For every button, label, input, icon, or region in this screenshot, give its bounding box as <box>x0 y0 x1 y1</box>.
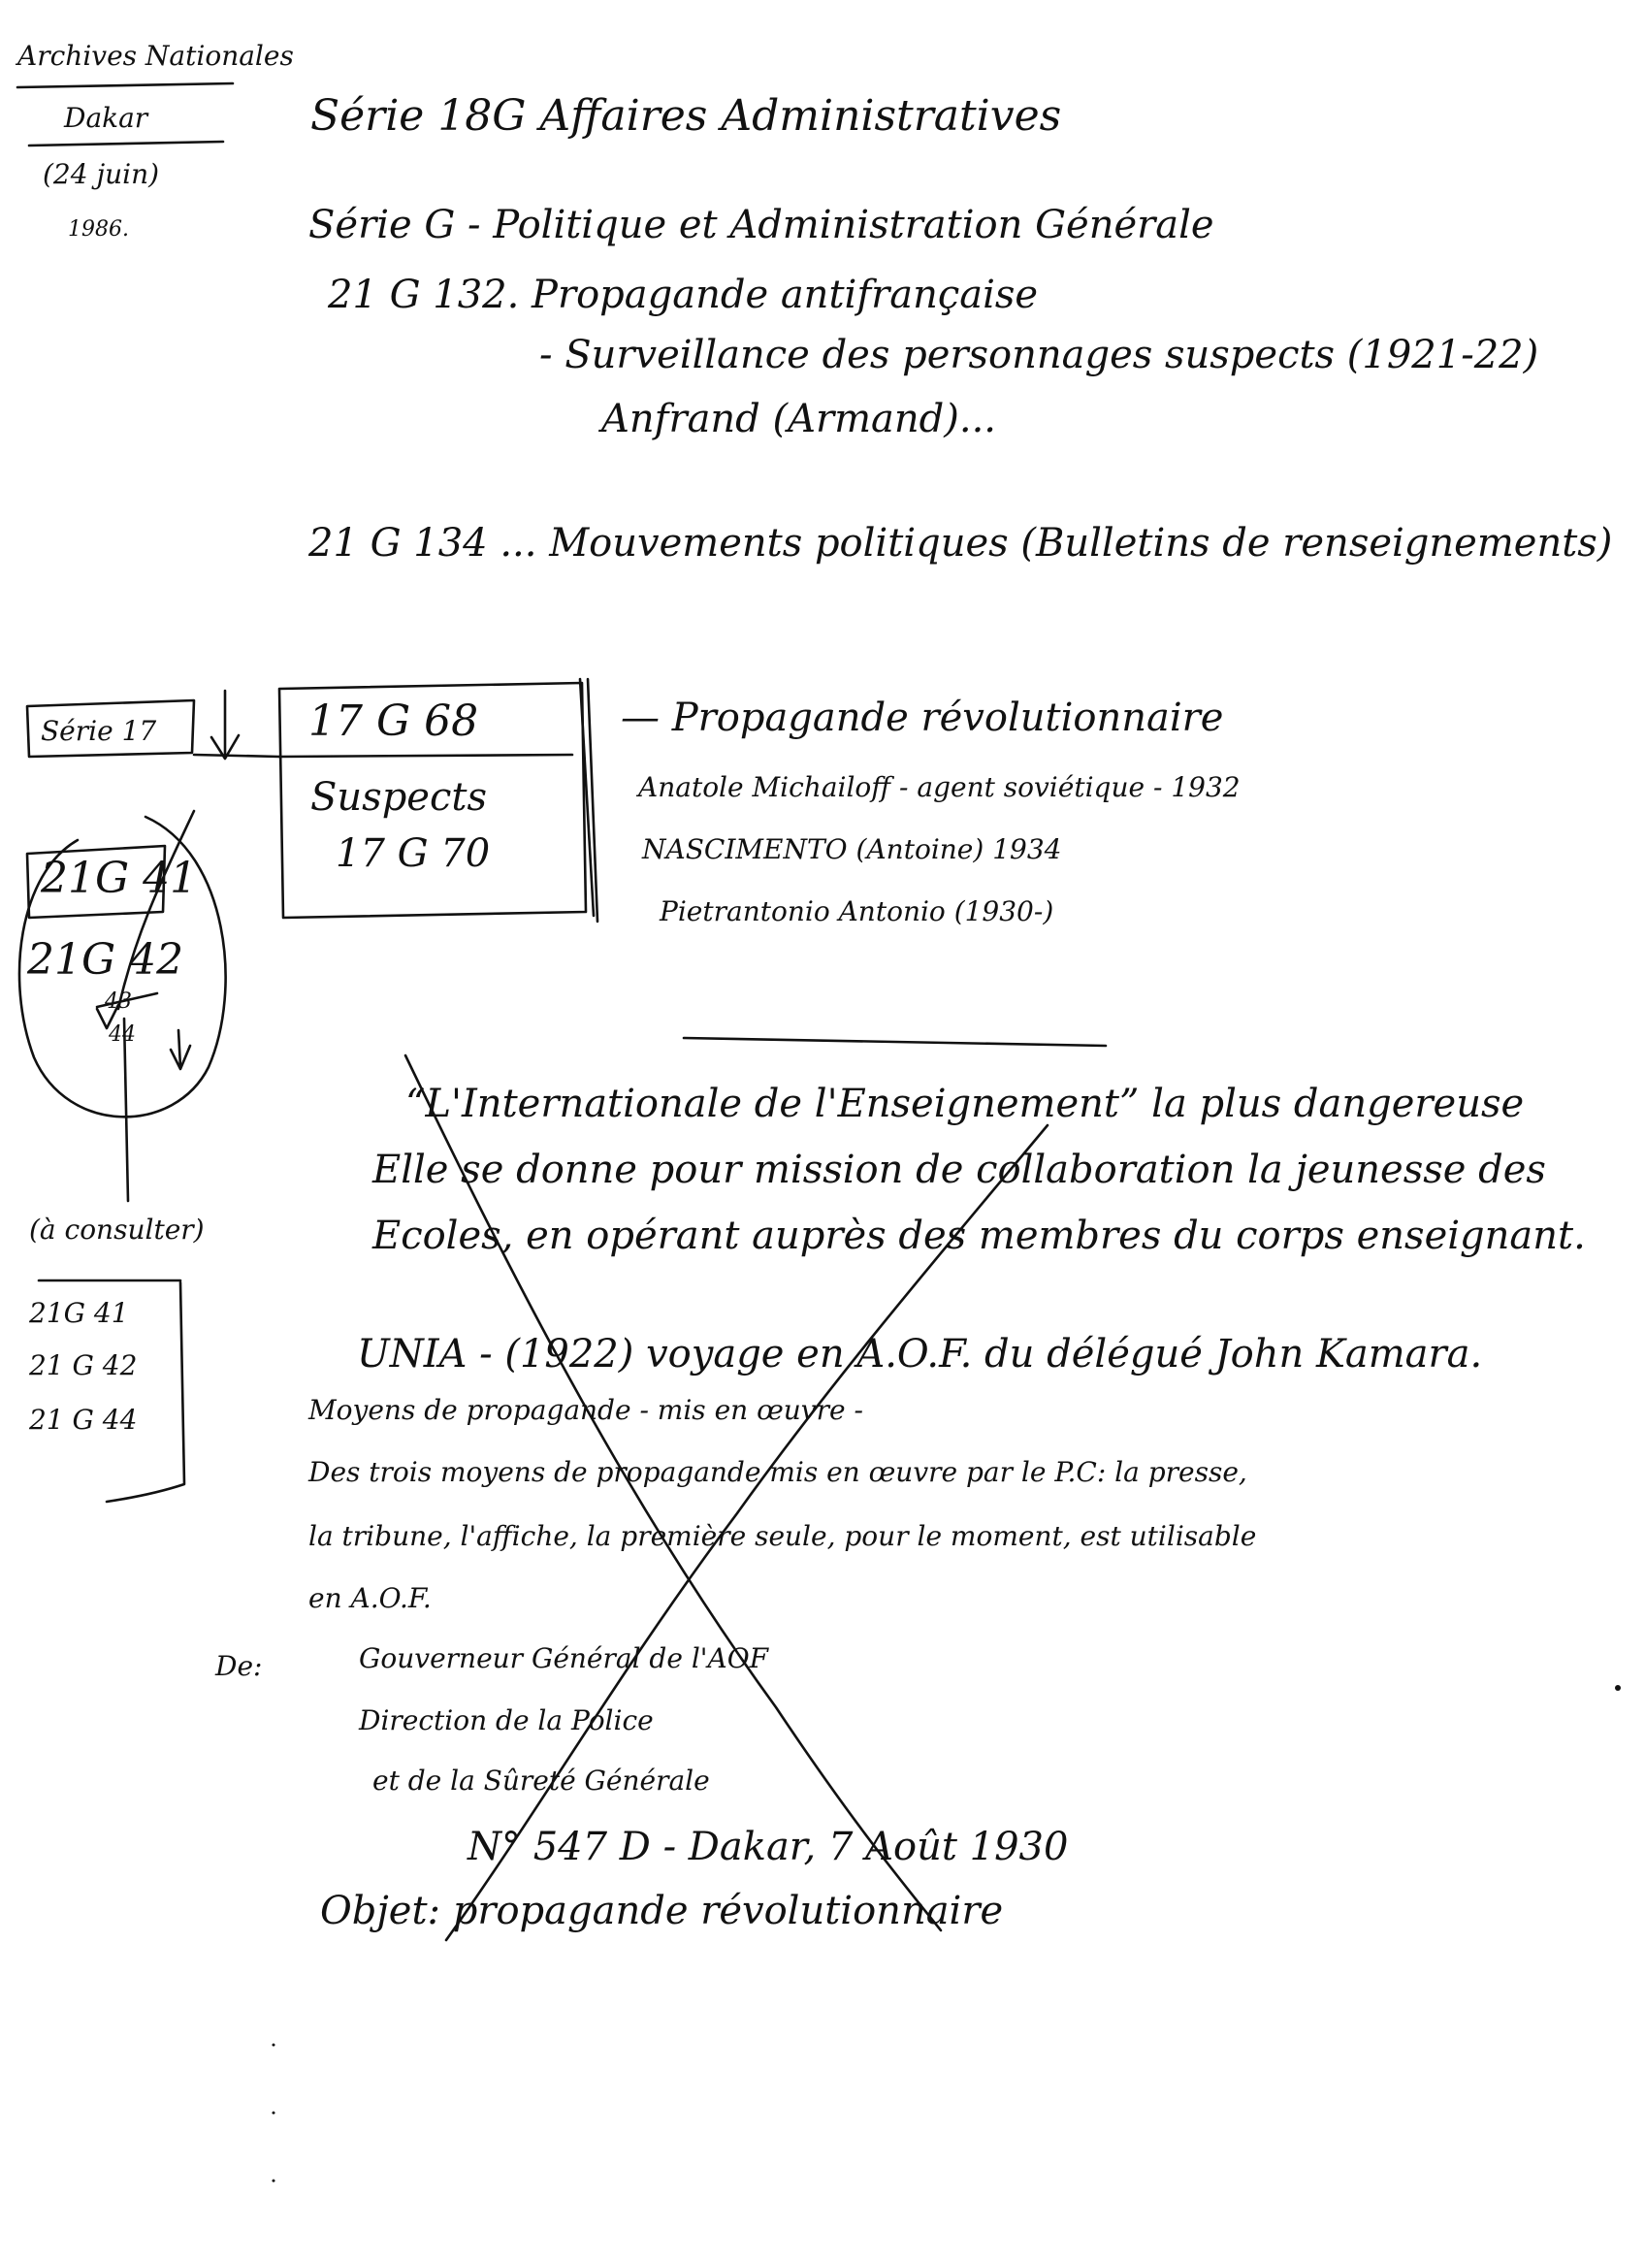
entry-nascimento: NASCIMENTO (Antoine) 1934 <box>642 833 1062 865</box>
archive-heading: Archives Nationales <box>17 40 294 72</box>
entry-21g132-sub: - Surveillance des personnages suspects (1921-22) <box>539 333 1539 377</box>
left-connector <box>194 755 279 757</box>
entry-michailoff: Anatole Michailoff - agent soviétique - 1932 <box>638 771 1241 803</box>
reference-line: N° 547 D - Dakar, 7 Août 1930 <box>468 1825 1069 1869</box>
consult-item-3: 21 G 44 <box>29 1404 138 1436</box>
quote-line-3: Ecoles, en opérant auprès des membres du corps enseignant. <box>372 1214 1586 1258</box>
unia-line-5: en A.O.F. <box>308 1582 432 1614</box>
unia-line-4: la tribune, l'affiche, la première seule, pour le moment, est utilisable <box>308 1520 1257 1552</box>
margin-mark <box>273 2180 275 2183</box>
box-suspects-label: Suspects <box>310 775 487 820</box>
entry-21g132: 21 G 132. Propagande antifrançaise <box>328 273 1039 317</box>
serie17-arrow <box>211 691 239 759</box>
stray-dot <box>1615 1685 1621 1691</box>
arrow-shaft <box>171 1030 190 1069</box>
series-18g-heading: Série 18G Affaires Administratives <box>310 91 1062 141</box>
box-17g68-shadow <box>580 679 597 922</box>
city-underline <box>29 142 223 146</box>
from-line-3: et de la Sûreté Générale <box>372 1765 710 1797</box>
item-44: 44 <box>109 1022 136 1047</box>
unia-line-1: UNIA - (1922) voyage en A.O.F. du délégué John Kamara. <box>357 1332 1483 1377</box>
box-17g70-label: 17 G 70 <box>336 831 491 876</box>
year-label: 1986. <box>68 217 129 242</box>
from-label: De: <box>215 1650 263 1682</box>
object-line: Objet: propagande révolutionnaire <box>320 1889 1004 1933</box>
consult-item-2: 21 G 42 <box>29 1349 138 1381</box>
date-label: (24 juin) <box>43 158 160 190</box>
item-21g42: 21G 42 <box>27 935 184 985</box>
margin-mark <box>273 2112 275 2115</box>
unia-line-3: Des trois moyens de propagande mis en œuvre par le P.C: la presse, <box>308 1456 1247 1488</box>
quote-line-2: Elle se donne pour mission de collaboration la jeunesse des <box>372 1148 1546 1192</box>
series-g-heading: Série G - Politique et Administration Générale <box>308 203 1214 247</box>
entry-propagande: — Propagande révolutionnaire <box>621 696 1224 740</box>
box-17g68-divider <box>279 755 572 757</box>
separator-line <box>684 1038 1106 1046</box>
consult-item-1: 21G 41 <box>29 1297 129 1329</box>
consult-label: (à consulter) <box>29 1214 205 1246</box>
city-label: Dakar <box>64 102 148 134</box>
unia-line-2: Moyens de propagande - mis en œuvre - <box>308 1394 863 1426</box>
from-line-2: Direction de la Police <box>359 1704 654 1736</box>
entry-pietrantonio: Pietrantonio Antonio (1930-) <box>660 895 1054 927</box>
quote-line-1: “L'Internationale de l'Enseignement” la plus dangereuse <box>405 1082 1525 1126</box>
margin-mark <box>273 2044 275 2047</box>
entry-21g134: 21 G 134 ... Mouvements politiques (Bulletins de renseignements) <box>308 521 1613 566</box>
serie17-label: Série 17 <box>41 715 157 747</box>
box-17g68-label: 17 G 68 <box>308 697 479 746</box>
archive-underline <box>17 83 233 87</box>
entry-21g132-name: Anfrand (Armand)... <box>601 397 997 441</box>
box-21g41-label: 21G 41 <box>41 854 198 903</box>
from-line-1: Gouverneur Général de l'AOF <box>359 1642 769 1674</box>
item-43: 43 <box>105 989 132 1014</box>
